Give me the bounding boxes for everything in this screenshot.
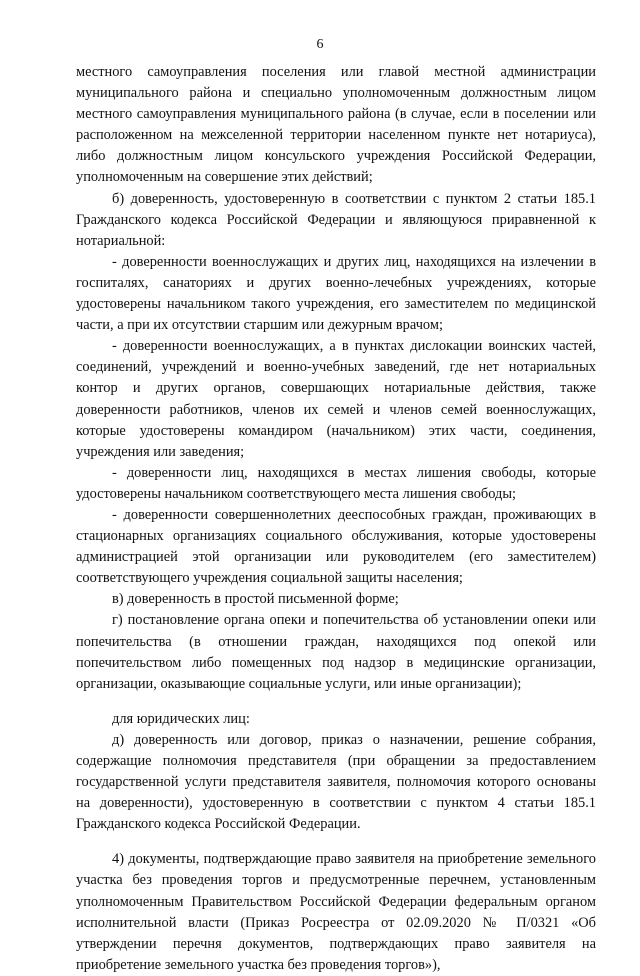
- paragraph: в) доверенность в простой письменной форме;: [112, 591, 399, 608]
- paragraph: - доверенности совершеннолетних дееспособных граждан, проживающих в стационарных организациях социального обслуживания, которые удостоверены администрацией этой организации или руководителем (его заместителем) соответствующего учреждения социальной защиты населения;: [76, 506, 596, 587]
- paragraph: 4) документы, подтверждающие право заявителя на приобретение земельного участка без проведения торгов и предусмотренные перечнем, установленным уполномоченным Правительством Российской Федерации федеральным органом исполнительной власти (Приказ Росреестра от 02.09.2020 № П/0321 «Об утверждении перечня документов, подтверждающих право заявителя на приобретение земельного участка без проведения торгов»),: [76, 851, 596, 973]
- paragraph: - доверенности военнослужащих, а в пунктах дислокации воинских частей, соединений, учреждений и военно-учебных заведений, где нет нотариальных контор и других органов, совершающих нотариальные действия, также доверенности работников, членов их семей и членов семей военнослужащих, которые удостоверены командиром (начальником) этих части, соединения, учреждения или заведения;: [76, 338, 596, 460]
- paragraph-gap: [76, 695, 596, 709]
- document-body: [76, 62, 596, 976]
- paragraph: г) постановление органа опеки и попечительства об установлении опеки или попечительства (в отношении граждан, находящихся под опекой или попечительством либо помещенных под надзор в медицинские организации, организации, оказывающие социальные услуги, или иные организации);: [76, 612, 596, 692]
- paragraph: д) доверенность или договор, приказ о назначении, решение собрания, содержащие полномочия представителя (при обращении за предоставлением государственной услуги представителя заявителя, полномочия которого основаны на доверенности), удостоверенную в соответствии с пунктом 4 статьи 185.1 Гражданского кодекса Российской Федерации.: [76, 731, 596, 833]
- corner-mark: [610, 895, 636, 901]
- paragraph: для юридических лиц:: [112, 710, 250, 727]
- paragraph-gap: [76, 835, 596, 849]
- paragraph: местного самоуправления поселения или главой местной администрации муниципального района и специально уполномоченным должностным лицом местного самоуправления муниципального района (в случае, если в поселении или расположенном на межселенной территории населенном пункте нет нотариуса), либо должностным лицом консульского учреждения Российской Федерации, уполномоченным на совершение этих действий;: [76, 64, 596, 186]
- paragraph: б) доверенность, удостоверенную в соответствии с пунктом 2 статьи 185.1 Гражданского кодекса Российской Федерации и являющуюся приравненной к нотариальной:: [76, 190, 596, 249]
- paragraph: - доверенности лиц, находящихся в местах лишения свободы, которые удостоверены начальником соответствующего места лишения свободы;: [76, 464, 596, 502]
- paragraph: - доверенности военнослужащих и других лиц, находящихся на излечении в госпиталях, санаториях и других военно-лечебных учреждениях, которые удостоверены начальником такого учреждения, его заместителем по медицинской части, а при их отсутствии старшим или дежурным врачом;: [76, 253, 596, 334]
- page-number: 6: [316, 37, 324, 52]
